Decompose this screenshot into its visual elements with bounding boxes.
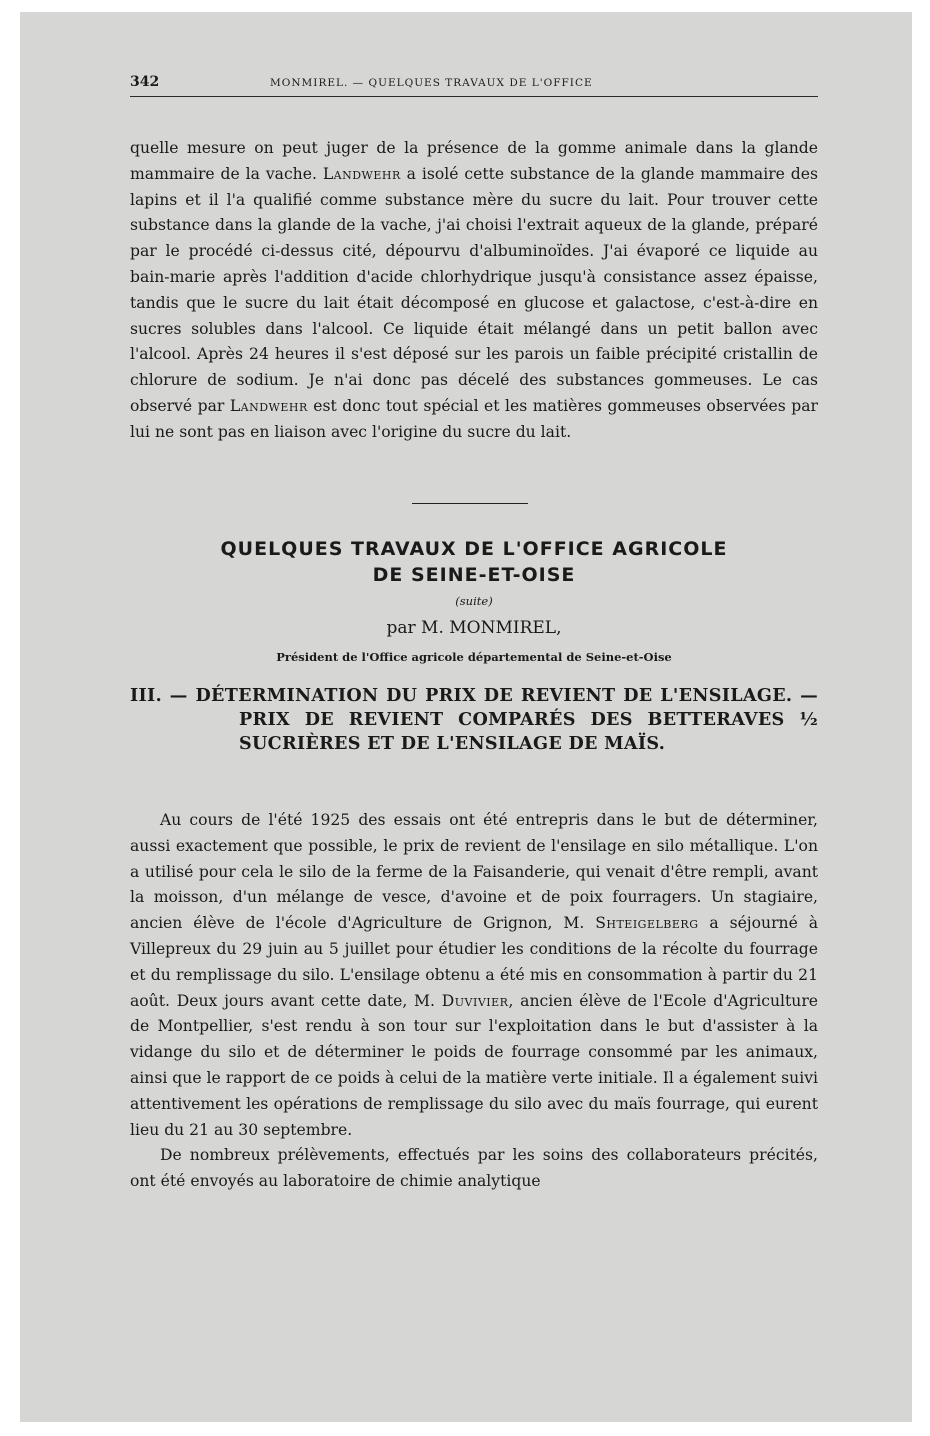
body-paragraphs [130,808,818,1195]
person-name-shteigelberg: Shteigelberg [595,914,699,933]
intro-text-3: est donc tout spécial et les matières gommeuses observées par lui ne sont pas en liaison avec l'origine du sucre du lait. [130,396,818,441]
author-affiliation: Président de l'Office agricole départemental de Seine-et-Oise [276,650,672,664]
document-page [20,12,912,1422]
running-title: MONMIREL. — QUELQUES TRAVAUX DE L'OFFICE [270,77,593,89]
paragraph-3: De nombreux prélèvements, effectués par les soins des collaborateurs précités, ont été envoyés au laboratoire de chimie analytique [130,1146,818,1191]
author-name-landwehr: Landwehr [322,164,401,183]
intro-paragraph [130,136,818,446]
intro-paragraph-block [130,136,818,446]
intro-text-1: quelle mesure on peut juger de la présence de la gomme animale dans la glande mammaire de la vache. [130,139,818,183]
article-title-line-2: DE SEINE-ET-OISE [372,564,576,586]
intro-text-2: a isolé cette substance de la glande mammaire des lapins et il l'a qualifié comme substance mère du sucre du lait. Pour trouver cette substance dans la glande de la vache, j'ai choisi l'extrait aqueux de la glande, préparé par le procédé ci-dessus cité, dépourvu d'albuminoïdes. J'ai évaporé ce liquide au bain-marie après l'addition d'acide chlorhydrique jusqu'à consistance assez épaisse, tandis que le sucre du lait était décomposé en glucose et galactose, c'est-à-dire en sucres solubles dans l'alcool. Ce liquide était mélangé dans un petit ballon avec l'alcool. Après 24 heures il s'est déposé sur les parois un faible précipité cristallin de chlorure de sodium. Je n'ai donc pas décelé des substances gommeuses. Le cas observé par [130,164,818,415]
paragraph-2-text-1: Au cours de l'été 1925 des essais ont été entrepris dans le but de déterminer, aussi exactement que possible, le prix de revient de l'ensilage en silo métallique. L'on a utilisé pour cela le silo de la ferme de la Faisanderie, qui venait d'être rempli, avant la moisson, d'un mélange de vesce, d'avoine et de poix fourragers. Un stagiaire, ancien élève de l'école d'Agriculture de Grignon, M. [130,811,818,933]
person-name-duvivier: Duvivier [441,991,509,1010]
section-divider [412,503,528,504]
article-author: par M. MONMIREL, [386,618,562,638]
paragraph-2-text-2: a séjourné à Villepreux du 29 juin au 5 juillet pour étudier les conditions de la récolte du fourrage et du remplissage du silo. L'ensilage obtenu a été mis en consommation à partir du 21 août. Deux jours avant cette date, M. [130,914,818,1010]
paragraph-2 [130,808,818,1143]
article-title-line-1: QUELQUES TRAVAUX DE L'OFFICE AGRICOLE [220,538,728,560]
article-suite-note: (suite) [455,594,493,608]
author-name-landwehr-2: Landwehr [229,396,308,415]
section-heading: III. — DÉTERMINATION DU PRIX DE REVIENT DE L'ENSILAGE. — PRIX DE REVIENT COMPARÉS DES BETTERAVES ½ SUCRIÈRES ET DE L'ENSILAGE DE MAÏS. [130,685,818,754]
paragraph-2-text-3: , ancien élève de l'Ecole d'Agriculture de Montpellier, s'est rendu à son tour sur l'exploitation dans le but d'assister à la vidange du silo et de déterminer le poids de fourrage consommé par les animaux, ainsi que le rapport de ce poids à celui de la matière verte initiale. Il a également suivi attentivement les opérations de remplissage du silo avec du maïs fourrage, qui eurent lieu du 21 au 30 septembre. [130,991,818,1139]
page-number: 342 [130,74,160,90]
running-header [130,74,818,97]
article-title [130,536,818,588]
